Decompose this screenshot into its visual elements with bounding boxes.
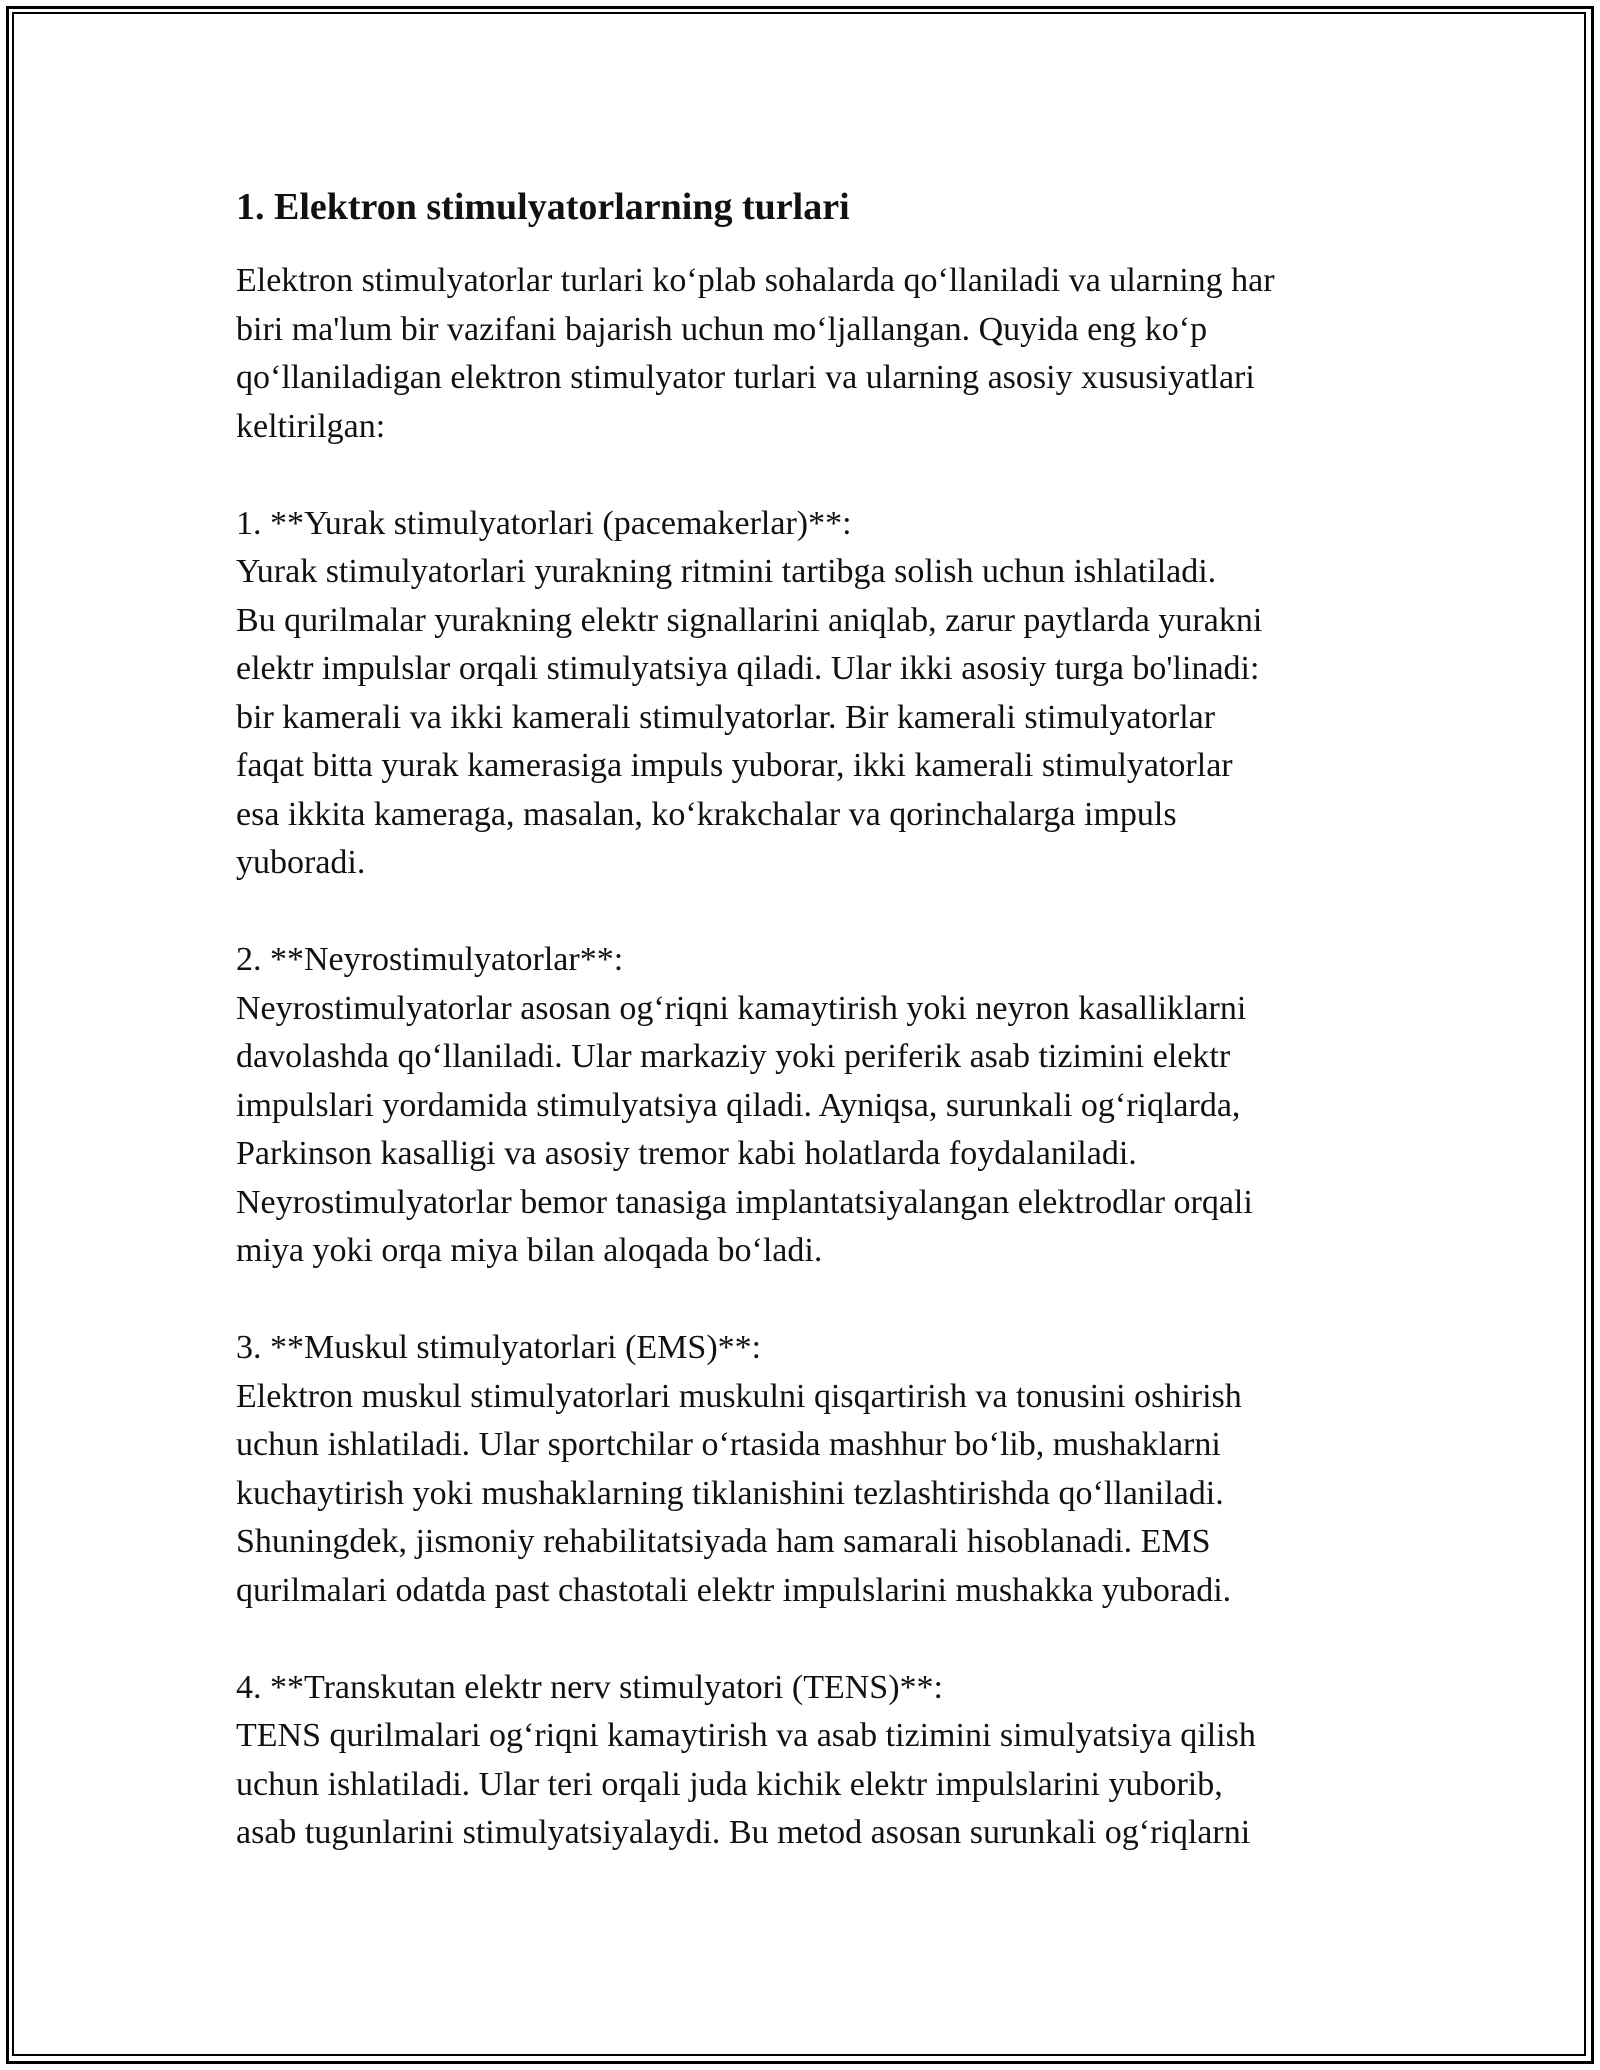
list-item-body: TENS qurilmalari og‘riqni kamaytirish va asab tizimini simulyatsiya qilish uchun ishlatiladi. Ular teri orqali juda kichik elektr impulslarini yuborib, asab tugunlarini stimulyatsiyalaydi. Bu metod asosan surunkali og‘riqlarni [236, 1717, 1256, 1851]
paragraph-spacer [236, 1276, 1396, 1325]
list-item-body: Yurak stimulyatorlari yurakning ritmini tartibga solish uchun ishlatiladi. Bu qurilmalar yurakning elektr signallarini aniqlab, zarur paytlarda yurakni elektr impulslar orqali stimulyatsiya qiladi. Ular ikki asosiy turga bo'linadi: bir kamerali va ikki kamerali stimulyatorlar. Bir kamerali stimulyatorlar faqat bitta yurak kamerasiga impuls yuborar, ikki kamerali stimulyatorlar esa ikkita kameraga, masalan, ko‘krakchalar va qorinchalarga impuls yuboradi. [236, 553, 1263, 881]
list-item-ems [236, 1324, 1396, 1615]
intro-paragraph: Elektron stimulyatorlar turlari ko‘plab sohalarda qo‘llaniladi va ularning har biri ma'lum bir vazifani bajarish uchun mo‘ljallangan. Quyida eng ko‘p qo‘llaniladigan elektron stimulyator turlari va ularning asosiy xususiyatlari keltirilgan: [236, 262, 1275, 445]
list-item-body: Neyrostimulyatorlar asosan og‘riqni kamaytirish yoki neyron kasalliklarni davolashda qo‘llaniladi. Ular markaziy yoki periferik asab tizimini elektr impulslari yordamida stimulyatsiya qiladi. Ayniqsa, surunkali og‘riqlarda, Parkinson kasalligi va asosiy tremor kabi holatlarda foydalaniladi. Neyrostimulyatorlar bemor tanasiga implantatsiyalangan elektrodlar orqali miya yoki orqa miya bilan aloqada bo‘ladi. [236, 989, 1253, 1269]
paragraph-spacer [236, 451, 1396, 500]
list-item-title: 4. **Transkutan elektr nerv stimulyatori (TENS)**: [236, 1668, 943, 1706]
paragraph-spacer [236, 1615, 1396, 1664]
list-item-body: Elektron muskul stimulyatorlari muskulni qisqartirish va tonusini oshirish uchun ishlatiladi. Ular sportchilar o‘rtasida mashhur bo‘lib, mushaklarni kuchaytirish yoki mushaklarning tiklanishini tezlashtirishda qo‘llaniladi. Shuningdek, jismoniy rehabilitatsiyada ham samarali hisoblanadi. EMS qurilmalari odatda past chastotali elektr impulslarini mushakka yuboradi. [236, 1377, 1242, 1609]
list-item-title: 2. **Neyrostimulyatorlar**: [236, 941, 624, 978]
list-item-title: 1. **Yurak stimulyatorlari (pacemakerlar)**: [236, 504, 852, 542]
section-heading: 1. Elektron stimulyatorlarning turlari [236, 186, 850, 228]
paragraph-spacer [236, 888, 1396, 937]
list-item-tens [236, 1664, 1396, 1858]
list-item-neurostimulators [236, 936, 1396, 1276]
list-item-pacemakers [236, 500, 1396, 888]
document-content [236, 183, 1396, 1858]
list-item-title: 3. **Muskul stimulyatorlari (EMS)**: [236, 1329, 762, 1366]
